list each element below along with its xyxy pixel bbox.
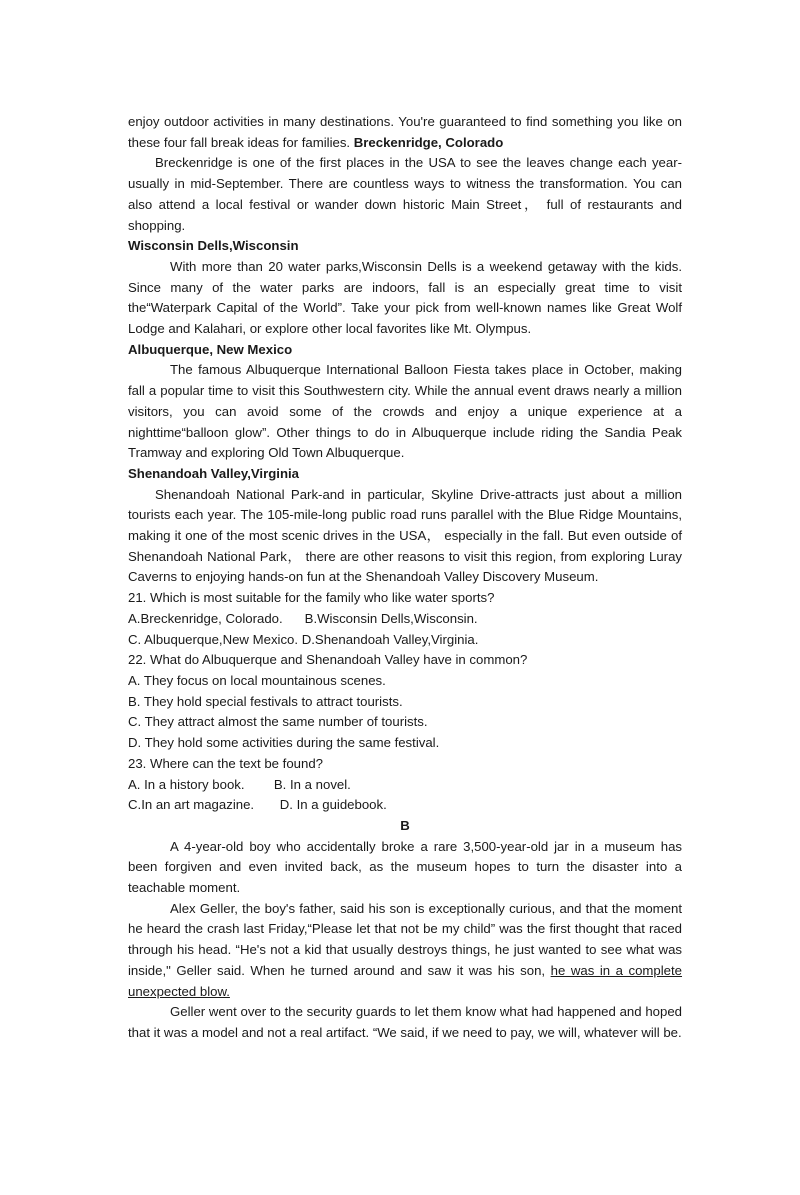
question-22-option-d: D. They hold some activities during the same festival.: [128, 735, 440, 751]
section-b-paragraph-2-text: Alex Geller, the boy's father, said his son is exceptionally curious, and that the moment he heard the crash last Friday,“Please let that not be my child” was the first thought that raced through his head. “He's not a kid that usually destroys things, he just wanted to see what was inside," Geller said. When he turned around and saw it was his son,: [128, 900, 682, 978]
section-b-paragraph-3: Geller went over to the security guards to let them know what had happened and hoped that it was a model and not a real artifact. “We said, if we need to pay, we will, whatever will be.: [128, 1004, 682, 1040]
question-23-options-1: A. In a history book. B. In a novel.: [128, 776, 351, 792]
heading-wisconsin: Wisconsin Dells,Wisconsin: [128, 238, 299, 254]
intro-text: enjoy outdoor activities in many destinations. You're guaranteed to find something you like on these four fall break ideas for families.: [128, 114, 682, 150]
question-23-options-2: C.In an art magazine. D. In a guidebook.: [128, 797, 387, 813]
heading-breckenridge: Breckenridge, Colorado: [353, 134, 504, 150]
underlined-phrase: he was in a complete unexpected blow.: [128, 962, 683, 999]
question-23: 23. Where can the text be found?: [128, 755, 324, 771]
section-b-label: B: [400, 817, 410, 833]
shenandoah-paragraph: Shenandoah National Park-and in particular, Skyline Drive-attracts just about a million tourists each year. The 105-mile-long public road runs parallel with the Blue Ridge Mountains, making it one of the most scenic drives in the USA， especially in the fall. But even outside of Shenandoah National Park， there are other reasons to visit this region, from exploring Luray Caverns to enjoying hands-on fun at the Shenandoah Valley Discovery Museum.: [128, 486, 682, 585]
wisconsin-paragraph: With more than 20 water parks,Wisconsin Dells is a weekend getaway with the kids. Since many of the water parks are indoors, fall is an especially great time to visit the“Waterpark Capital of the World”. Take your pick from well-known names like Great Wolf Lodge and Kalahari, or explore other local favorites like Mt. Olympus.: [128, 258, 682, 337]
question-21-options-1: A.Breckenridge, Colorado. B.Wisconsin Dells,Wisconsin.: [128, 610, 478, 626]
heading-shenandoah: Shenandoah Valley,Virginia: [128, 465, 300, 481]
section-b-paragraph-1: A 4-year-old boy who accidentally broke a rare 3,500-year-old jar in a museum has been forgiven and even invited back, as the museum hopes to turn the disaster into a teachable moment.: [128, 838, 682, 896]
question-21-options-2: C. Albuquerque,New Mexico. D.Shenandoah Valley,Virginia.: [128, 631, 479, 647]
question-22-option-b: B. They hold special festivals to attract tourists.: [128, 693, 403, 709]
heading-albuquerque: Albuquerque, New Mexico: [128, 341, 293, 357]
question-22-option-a: A. They focus on local mountainous scenes.: [128, 672, 386, 688]
intro-paragraph: [128, 112, 682, 153]
breckenridge-paragraph: Breckenridge is one of the first places in the USA to see the leaves change each year- usually in mid-September. There are countless ways to witness the transformation. You can also attend a local festival or wander down historic Main Street， full of restaurants and shopping.: [128, 155, 682, 233]
question-22-option-c: C. They attract almost the same number of tourists.: [128, 714, 428, 730]
albuquerque-paragraph: The famous Albuquerque International Balloon Fiesta takes place in October, making fall a popular time to visit this Southwestern city. While the annual event draws nearly a million visitors, you can avoid some of the crowds and enjoy a unique experience at a nighttime“balloon glow”. Other things to do in Albuquerque include riding the Sandia Peak Tramway and exploring Old Town Albuquerque.: [128, 362, 682, 461]
question-22: 22. What do Albuquerque and Shenandoah Valley have in common?: [128, 652, 528, 668]
document-page: [128, 112, 682, 1044]
question-21: 21. Which is most suitable for the family who like water sports?: [128, 590, 495, 606]
section-b-paragraph-2: [128, 899, 682, 1003]
